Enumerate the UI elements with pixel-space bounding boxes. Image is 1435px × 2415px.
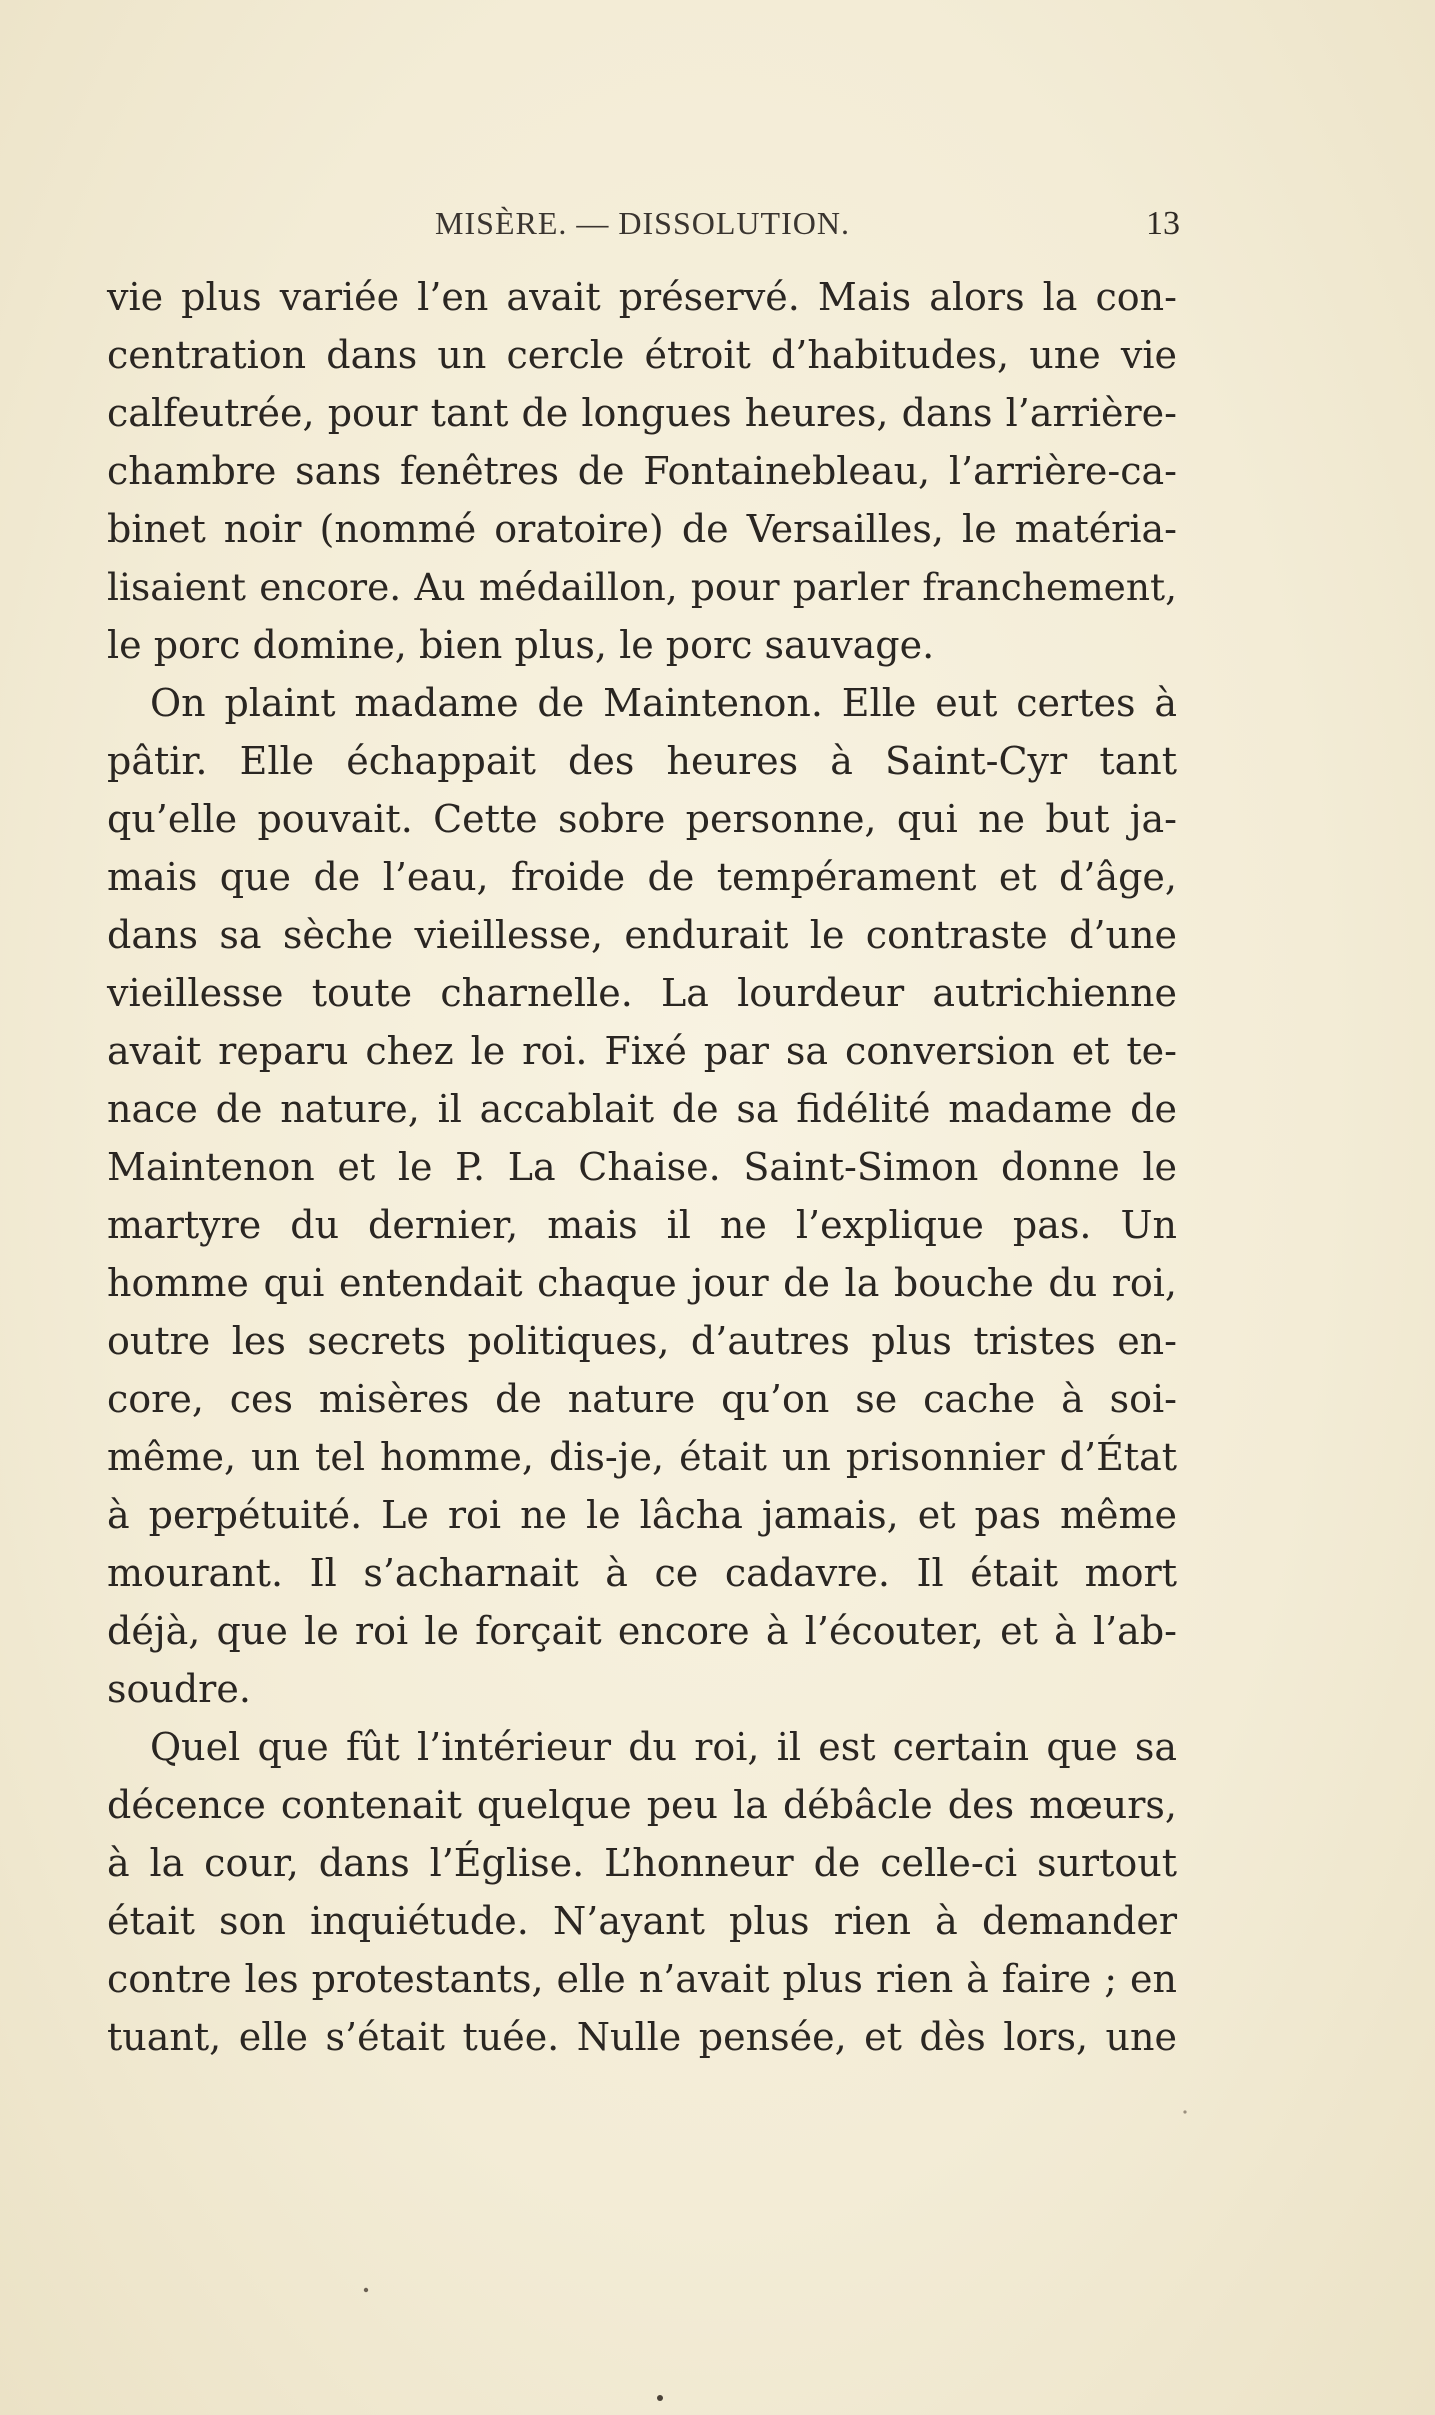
text-line: lisaient encore. Au médaillon, pour parler franchement, <box>107 565 1177 609</box>
paper-speck <box>657 2395 663 2401</box>
text-line: chambre sans fenêtres de Fontainebleau, l’arrière-ca- <box>107 449 1177 493</box>
text-line: à la cour, dans l’Église. L’honneur de celle-ci surtout <box>107 1841 1177 1885</box>
text-line: centration dans un cercle étroit d’habitudes, une vie <box>107 333 1177 377</box>
text-line: nace de nature, il accablait de sa fidélité madame de <box>107 1087 1177 1131</box>
text-line: vie plus variée l’en avait préservé. Mais alors la con- <box>107 275 1177 319</box>
text-line: dans sa sèche vieillesse, endurait le contraste d’une <box>107 913 1177 957</box>
text-line: Quel que fût l’intérieur du roi, il est certain que sa <box>150 1725 1177 1769</box>
text-line: était son inquiétude. N’ayant plus rien à demander <box>107 1899 1177 1943</box>
text-line: vieillesse toute charnelle. La lourdeur autrichienne <box>107 971 1177 1015</box>
text-line: martyre du dernier, mais il ne l’explique pas. Un <box>107 1203 1177 1247</box>
text-line: homme qui entendait chaque jour de la bouche du roi, <box>107 1261 1177 1305</box>
text-line: mais que de l’eau, froide de tempérament et d’âge, <box>107 855 1177 899</box>
page-number: 13 <box>1146 205 1180 242</box>
paper-speck <box>364 2288 368 2292</box>
text-line: pâtir. Elle échappait des heures à Saint-Cyr tant <box>107 739 1177 783</box>
text-line: décence contenait quelque peu la débâcle des mœurs, <box>107 1783 1177 1827</box>
text-line: qu’elle pouvait. Cette sobre personne, qui ne but ja- <box>107 797 1177 841</box>
text-line: le porc domine, bien plus, le porc sauvage. <box>107 623 935 667</box>
text-line: soudre. <box>107 1667 251 1711</box>
text-line: calfeutrée, pour tant de longues heures, dans l’arrière- <box>107 391 1177 435</box>
paper-speck <box>1183 2110 1186 2113</box>
text-line: mourant. Il s’acharnait à ce cadavre. Il était mort <box>107 1551 1177 1595</box>
text-line: outre les secrets politiques, d’autres plus tristes en- <box>107 1319 1177 1363</box>
text-line: contre les protestants, elle n’avait plus rien à faire ; en <box>107 1957 1177 2001</box>
text-line: à perpétuité. Le roi ne le lâcha jamais, et pas même <box>107 1493 1177 1537</box>
text-line: On plaint madame de Maintenon. Elle eut certes à <box>150 681 1177 725</box>
text-line: déjà, que le roi le forçait encore à l’écouter, et à l’ab- <box>107 1609 1177 1653</box>
text-line: avait reparu chez le roi. Fixé par sa conversion et te- <box>107 1029 1177 1073</box>
text-line: core, ces misères de nature qu’on se cache à soi- <box>107 1377 1177 1421</box>
running-title: MISÈRE. — DISSOLUTION. <box>435 205 850 241</box>
text-line: même, un tel homme, dis-je, était un prisonnier d’État <box>107 1435 1177 1479</box>
text-line: binet noir (nommé oratoire) de Versailles, le matéria- <box>107 507 1177 551</box>
text-line: Maintenon et le P. La Chaise. Saint-Simon donne le <box>107 1145 1177 1189</box>
text-line: tuant, elle s’était tuée. Nulle pensée, et dès lors, une <box>107 2015 1177 2059</box>
